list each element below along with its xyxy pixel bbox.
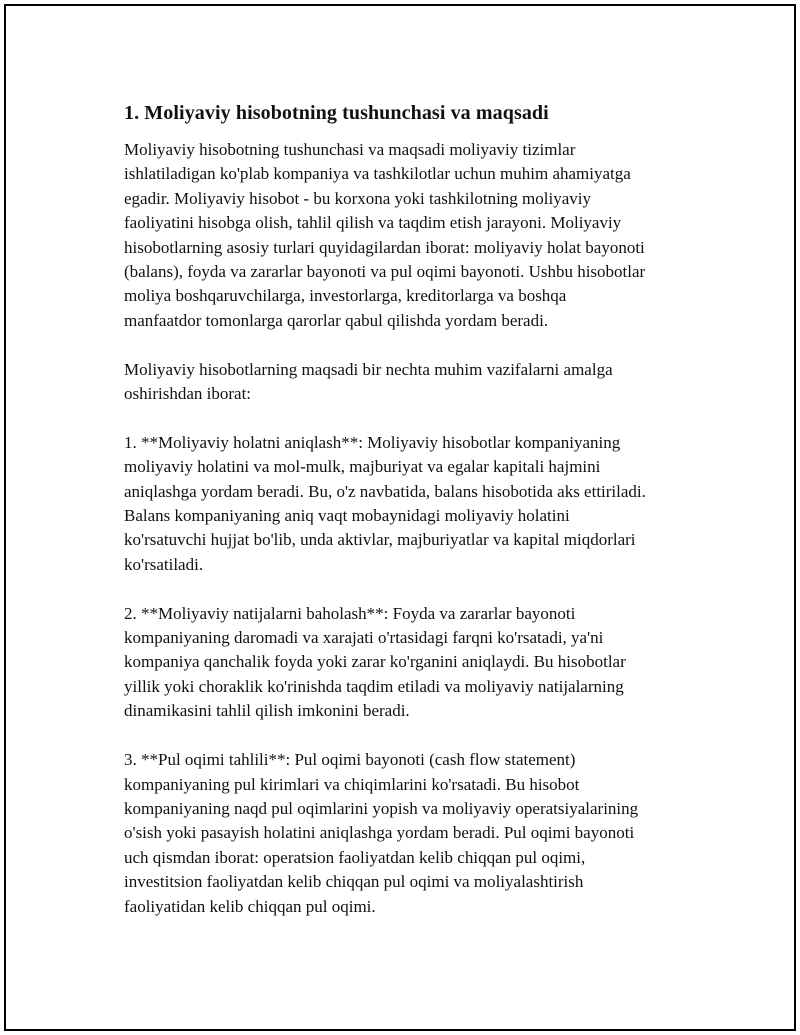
list-item-1 [124, 431, 694, 577]
paragraph-intro [124, 138, 694, 333]
text-line: 1. **Moliyaviy holatni aniqlash**: Moliyaviy hisobotlar kompaniyaning [124, 432, 621, 452]
text-line: dinamikasini tahlil qilish imkonini beradi. [124, 701, 410, 721]
text-line: moliya boshqaruvchilarga, investorlarga, kreditorlarga va boshqa [124, 286, 567, 306]
text-line: yillik yoki choraklik ko'rinishda taqdim etiladi va moliyaviy natijalarning [124, 676, 624, 696]
document-title: 1. Moliyaviy hisobotning tushunchasi va maqsadi [124, 102, 549, 124]
text-line: 3. **Pul oqimi tahlili**: Pul oqimi bayonoti (cash flow statement) [124, 750, 576, 770]
text-line: faoliyatidan kelib chiqqan pul oqimi. [124, 896, 376, 916]
text-line: uch qismdan iborat: operatsion faoliyatdan kelib chiqqan pul oqimi, [124, 847, 586, 867]
text-line: kompaniyaning naqd pul oqimlarini yopish va moliyaviy operatsiyalarining [124, 798, 639, 818]
text-line: Moliyaviy hisobotning tushunchasi va maqsadi moliyaviy tizimlar [124, 140, 576, 159]
text-line: investitsion faoliyatdan kelib chiqqan pul oqimi va moliyalashtirish [124, 872, 584, 892]
text-line: Balans kompaniyaning aniq vaqt mobaynidagi moliyaviy holatini [124, 506, 570, 526]
text-line: ko'rsatuvchi hujjat bo'lib, unda aktivlar, majburiyatlar va kapital miqdorlari [124, 530, 636, 550]
paragraph-purpose [124, 358, 694, 407]
text-line: oshirishdan iborat: [124, 384, 252, 404]
list-item-3 [124, 748, 694, 919]
text-line: aniqlashga yordam beradi. Bu, o'z navbatida, balans hisobotida aks ettiriladi. [124, 481, 646, 501]
text-line: moliyaviy holatini va mol-mulk, majburiyat va egalar kapitali hajmini [124, 457, 601, 477]
text-line: o'sish yoki pasayish holatini aniqlashga yordam beradi. Pul oqimi bayonoti [124, 823, 635, 843]
text-line: egadir. Moliyaviy hisobot - bu korxona yoki tashkilotning moliyaviy [124, 188, 591, 208]
document-body [124, 100, 694, 943]
text-line: hisobotlarning asosiy turlari quyidagilardan iborat: moliyaviy holat bayonoti [124, 237, 645, 257]
text-line: kompaniya qanchalik foyda yoki zarar ko'rganini aniqlaydi. Bu hisobotlar [124, 652, 626, 672]
text-line: kompaniyaning daromadi va xarajati o'rtasidagi farqni ko'rsatadi, ya'ni [124, 628, 604, 648]
text-line: kompaniyaning pul kirimlari va chiqimlarini ko'rsatadi. Bu hisobot [124, 774, 580, 794]
text-line: faoliyatini hisobga olish, tahlil qilish va taqdim etish jarayoni. Moliyaviy [124, 213, 622, 233]
text-line: 2. **Moliyaviy natijalarni baholash**: Foyda va zararlar bayonoti [124, 603, 576, 623]
list-item-2 [124, 602, 694, 724]
text-line: manfaatdor tomonlarga qarorlar qabul qilishda yordam beradi. [124, 310, 549, 330]
text-line: ko'rsatiladi. [124, 554, 204, 574]
text-line: Moliyaviy hisobotlarning maqsadi bir nechta muhim vazifalarni amalga [124, 359, 613, 379]
text-line: (balans), foyda va zararlar bayonoti va pul oqimi bayonoti. Ushbu hisobotlar [124, 262, 646, 282]
text-line: ishlatiladigan ko'plab kompaniya va tashkilotlar uchun muhim ahamiyatga [124, 164, 631, 184]
page-frame [4, 4, 796, 1031]
